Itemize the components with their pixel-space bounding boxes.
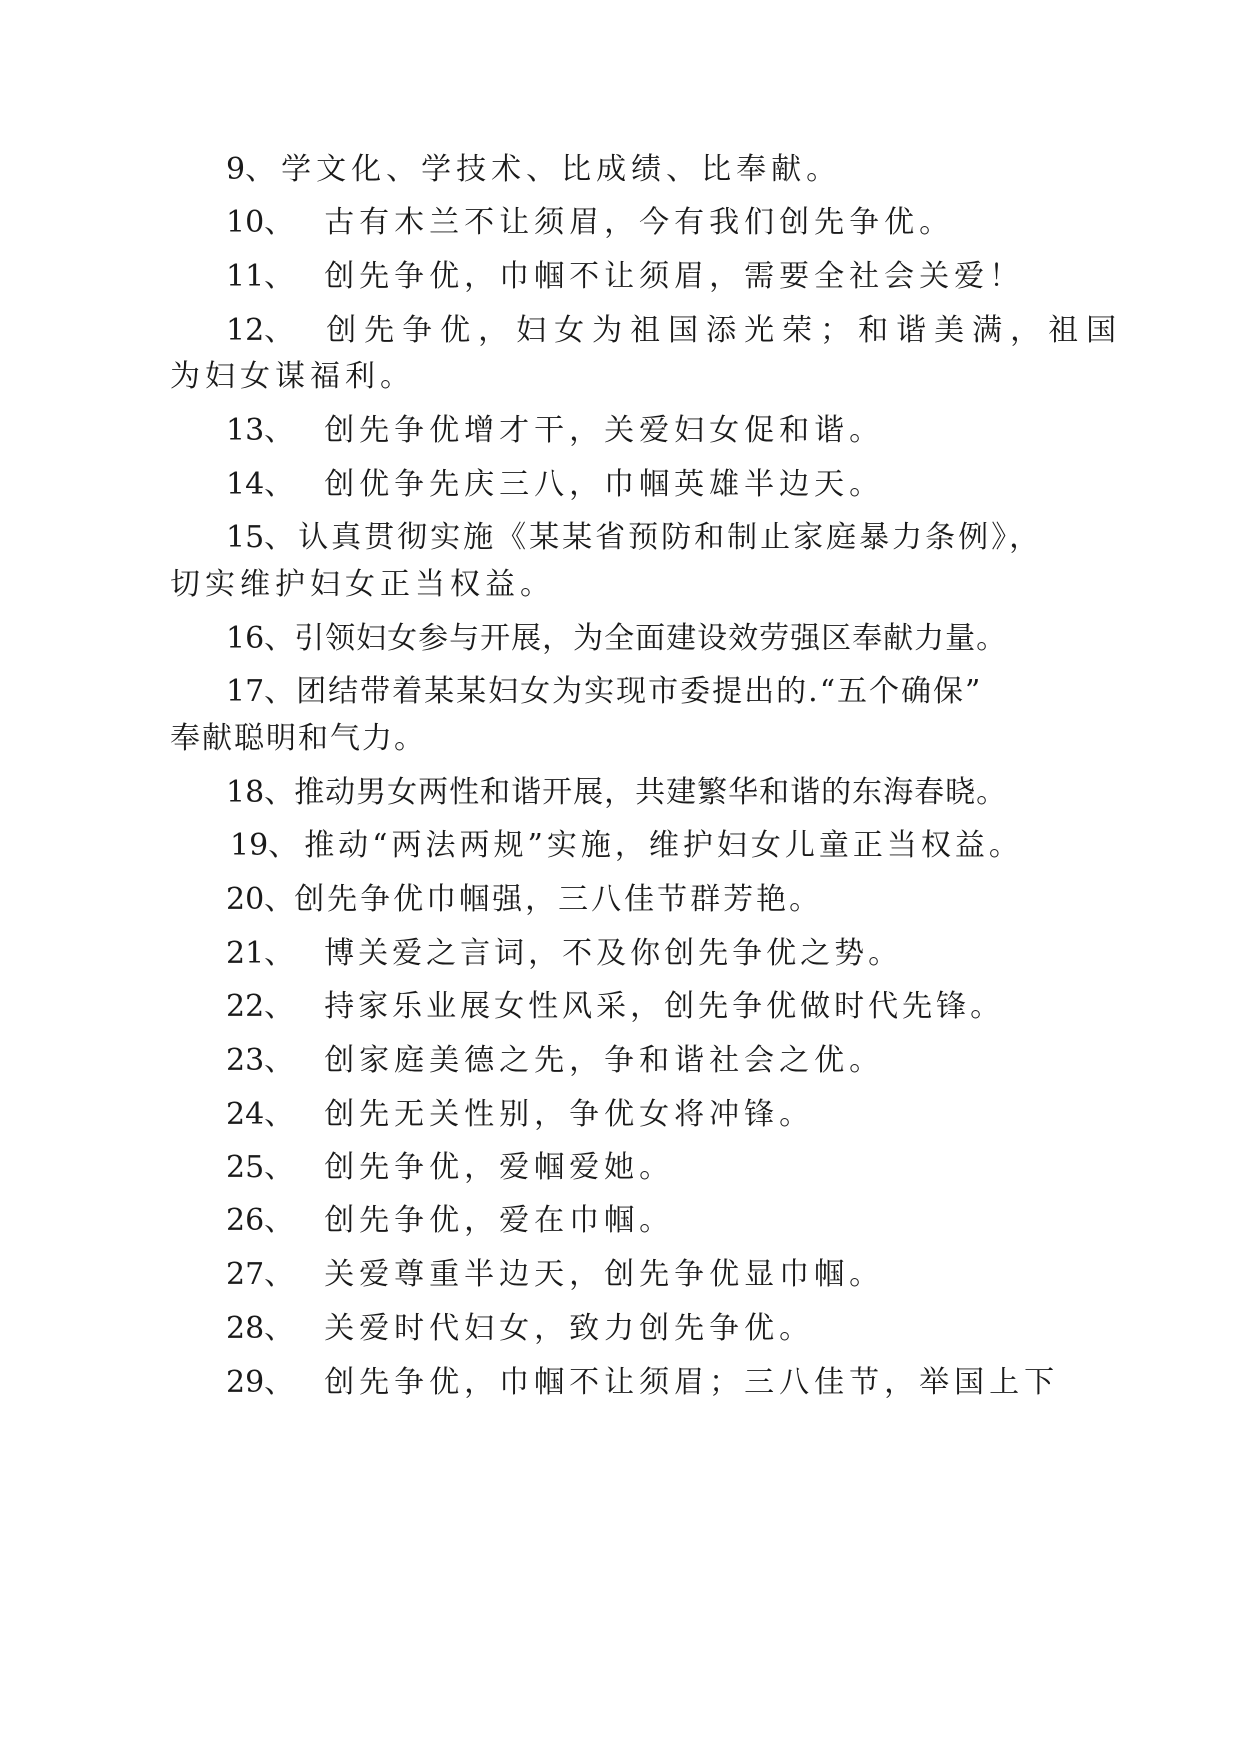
item-number: 16、	[226, 621, 295, 656]
item-text: 团结带着某某妇女为实现市委提出的.“五个确保”	[296, 674, 983, 709]
item-text: 创家庭美德之先，争和谐社会之优。	[324, 1043, 885, 1078]
item-text-continuation: 奉献聪明和气力。	[170, 721, 426, 756]
item-number: 10、	[226, 205, 295, 240]
item-text: 关爱尊重半边天，创先争优显巾帼。	[324, 1257, 885, 1292]
list-item	[0, 1095, 1241, 1135]
list-item	[0, 257, 1241, 297]
item-text: 创先争优，巾帼不让须眉，需要全社会关爱！	[324, 259, 1025, 294]
item-number: 15、	[226, 520, 295, 555]
list-item	[0, 672, 1241, 712]
list-item	[0, 1201, 1241, 1241]
list-item	[0, 773, 1241, 813]
list-item	[0, 411, 1241, 451]
item-number: 21、	[226, 936, 295, 971]
item-number: 17、	[226, 674, 295, 709]
item-number: 20、	[226, 882, 295, 917]
item-text: 学文化、学技术、比成绩、比奉献。	[281, 152, 842, 187]
item-text: 创先争优，爱帼爱她。	[324, 1150, 675, 1185]
list-item	[0, 826, 1241, 866]
list-item	[0, 1363, 1241, 1403]
item-text: 古有木兰不让须眉，今有我们创先争优。	[324, 205, 955, 240]
list-item-continuation	[0, 565, 1241, 605]
list-item	[0, 150, 1241, 190]
list-item	[0, 311, 1241, 351]
item-text: 创先争优，巾帼不让须眉；三八佳节，举国上下	[324, 1365, 1060, 1400]
list-item	[0, 619, 1241, 659]
item-number: 27、	[226, 1257, 295, 1292]
item-text: 创先争优增才干，关爱妇女促和谐。	[324, 413, 885, 448]
item-number: 11、	[226, 259, 295, 294]
list-item	[0, 1255, 1241, 1295]
list-item	[0, 934, 1241, 974]
item-number: 23、	[226, 1043, 295, 1078]
item-text: 创先争优，妇女为祖国添光荣；和谐美满，祖国	[326, 313, 1125, 348]
list-item	[0, 465, 1241, 505]
item-number: 28、	[226, 1311, 295, 1346]
item-text: 认真贯彻实施《某某省预防和制止家庭暴力条例》，	[298, 520, 1043, 555]
item-text: 推动男女两性和谐开展，共建繁华和谐的东海春晓。	[294, 775, 1008, 810]
item-text: 持家乐业展女性风采，创先争优做时代先锋。	[324, 989, 1005, 1024]
item-number: 22、	[226, 989, 295, 1024]
item-text: 创先争优巾帼强，三八佳节群芳艳。	[294, 882, 823, 917]
item-text: 创先无关性别，争优女将冲锋。	[324, 1097, 815, 1132]
item-text: 博关爱之言词，不及你创先争优之势。	[324, 936, 903, 971]
list-item-continuation	[0, 719, 1241, 759]
item-number: 25、	[226, 1150, 295, 1185]
item-number: 24、	[226, 1097, 295, 1132]
list-item	[0, 880, 1241, 920]
item-number: 29、	[226, 1365, 295, 1400]
list-item	[0, 203, 1241, 243]
item-number: 18、	[226, 775, 295, 810]
item-text: 关爱时代妇女，致力创先争优。	[324, 1311, 815, 1346]
item-number: 19、	[230, 828, 299, 863]
item-text: 引领妇女参与开展，为全面建设效劳强区奉献力量。	[294, 621, 1008, 656]
item-number: 12、	[226, 313, 295, 348]
list-item	[0, 1148, 1241, 1188]
item-text: 创优争先庆三八，巾帼英雄半边天。	[324, 467, 885, 502]
item-number: 13、	[226, 413, 295, 448]
item-text-continuation: 切实维护妇女正当权益。	[170, 567, 555, 602]
list-item	[0, 987, 1241, 1027]
list-item	[0, 1309, 1241, 1349]
item-text: 推动“两法两规”实施，维护妇女儿童正当权益。	[304, 828, 1023, 863]
item-number: 26、	[226, 1203, 295, 1238]
list-item-continuation	[0, 357, 1241, 397]
list-item	[0, 518, 1241, 558]
item-text-continuation: 为妇女谋福利。	[170, 359, 415, 394]
list-item	[0, 1041, 1241, 1081]
item-number: 9、	[226, 152, 276, 187]
item-text: 创先争优，爱在巾帼。	[324, 1203, 675, 1238]
item-number: 14、	[226, 467, 295, 502]
